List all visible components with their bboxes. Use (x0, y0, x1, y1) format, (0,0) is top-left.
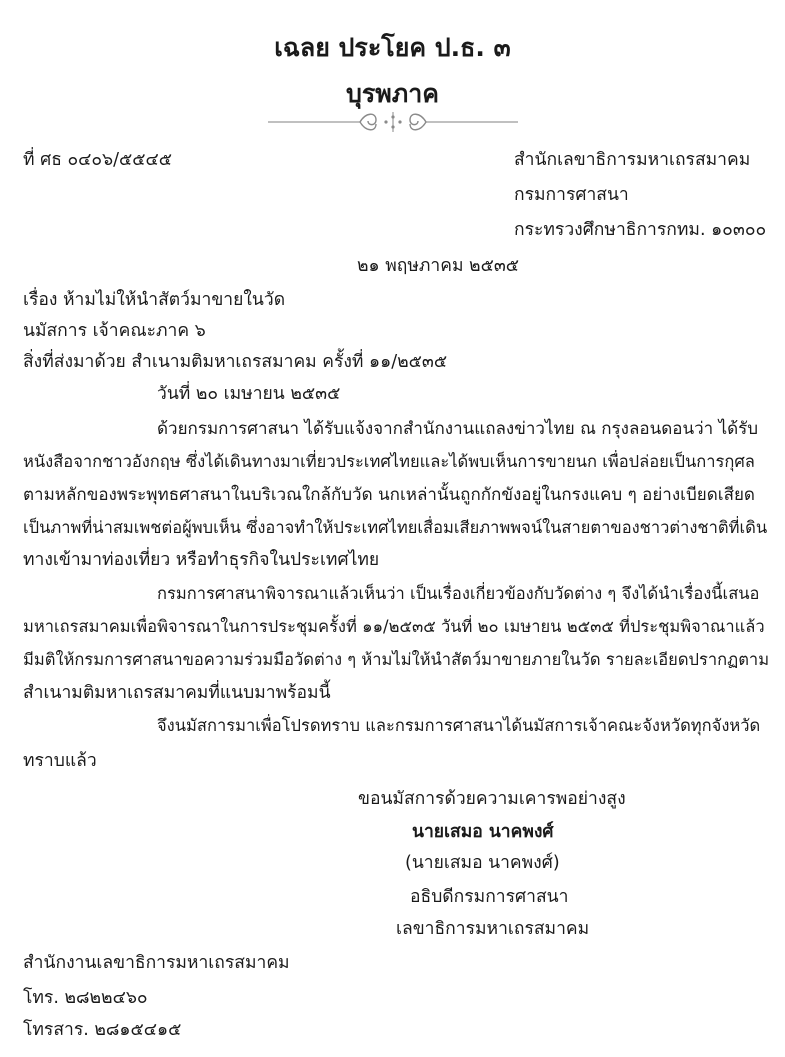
subject-line: เรื่อง ห้ามไม่ให้นำสัตว์มาขายในวัด (23, 290, 286, 310)
body-line: กรมการศาสนาพิจารณาแล้วเห็นว่า เป็นเรื่องเกี่ยวข้องกับวัดต่าง ๆ จึงได้นำเรื่องนี้เสนอ (157, 584, 760, 603)
sender-department: กรมการศาสนา (514, 185, 629, 205)
signer-position-secondary: เลขาธิการมหาเถรสมาคม (396, 919, 590, 939)
enclosure-date: วันที่ ๒๐ เมษายน ๒๕๓๕ (157, 384, 341, 404)
body-line: จึงนมัสการมาเพื่อโปรดทราบ และกรมการศาสนาได้นมัสการเจ้าคณะจังหวัดทุกจังหวัด (157, 716, 761, 735)
body-line: หนังสือจากชาวอังกฤษ ซึ่งได้เดินทางมาเที่ยวประเทศไทยและได้พบเห็นการขายนก เพื่อปล่อยเป็นการกุศล (23, 452, 755, 471)
body-line: มหาเถรสมาคมเพื่อพิจารณาในการประชุมครั้งที่ ๑๑/๒๕๓๕ วันที่ ๒๐ เมษายน ๒๕๓๕ ที่ประชุมพิจาณาแล้ว (23, 617, 765, 636)
body-line: ด้วยกรมการศาสนา ได้รับแจ้งจากสำนักงานแถลงข่าวไทย ณ กรุงลอนดอนว่า ได้รับ (157, 419, 759, 439)
page-title: เฉลย ประโยค ป.ธ. ๓ (274, 33, 511, 62)
footer-office: สำนักงานเลขาธิการมหาเถรสมาคม (23, 953, 290, 973)
body-line: เป็นภาพที่น่าสมเพชต่อผู้พบเห็น ซึ่งอาจทำให้ประเทศไทยเสื่อมเสียภาพพจน์ในสายตาของชาวต่างชาติที่เดิน (23, 518, 768, 537)
enclosure-line: สิ่งที่ส่งมาด้วย สำเนามติมหาเถรสมาคม ครั้งที่ ๑๑/๒๕๓๕ (23, 352, 448, 372)
sender-office: สำนักเลขาธิการมหาเถรสมาคม (514, 150, 751, 170)
body-line: มีมติให้กรมการศาสนาขอความร่วมมือวัดต่าง ๆ ห้ามไม่ให้นำสัตว์มาขายภายในวัด รายละเอียดปรากฏตาม (23, 650, 770, 669)
decorative-divider-icon (268, 110, 518, 134)
printed-name: (นายเสมอ นาคพงศ์) (405, 853, 560, 873)
salutation: นมัสการ เจ้าคณะภาค ๖ (23, 321, 206, 341)
signature-name: นายเสมอ นาคพงศ์ (412, 822, 554, 842)
footer-telephone: โทร. ๒๘๒๒๔๖๐ (23, 988, 148, 1008)
page-subtitle: บุรพภาค (345, 79, 440, 108)
reference-number: ที่ ศธ ๐๔๐๖/๕๕๔๕ (23, 150, 173, 170)
footer-fax: โทรสาร. ๒๘๑๕๔๑๕ (23, 1020, 182, 1040)
body-line: สำเนามติมหาเถรสมาคมที่แนบมาพร้อมนี้ (23, 683, 331, 703)
closing-line: ขอนมัสการด้วยความเคารพอย่างสูง (358, 789, 626, 809)
body-line: ตามหลักของพระพุทธศาสนาในบริเวณใกล้กับวัด นกเหล่านั้นถูกกักขังอยู่ในกรงแคบ ๆ อย่างเบียดเสียด (23, 485, 755, 505)
body-line: ทางเข้ามาท่องเที่ยว หรือทำธุรกิจในประเทศไทย (23, 550, 380, 570)
body-line: ทราบแล้ว (23, 751, 97, 771)
sender-ministry: กระทรวงศึกษาธิการกทม. ๑๐๓๐๐ (514, 220, 767, 240)
letter-date: ๒๑ พฤษภาคม ๒๕๓๕ (357, 256, 520, 276)
signer-position: อธิบดีกรมการศาสนา (410, 887, 569, 907)
